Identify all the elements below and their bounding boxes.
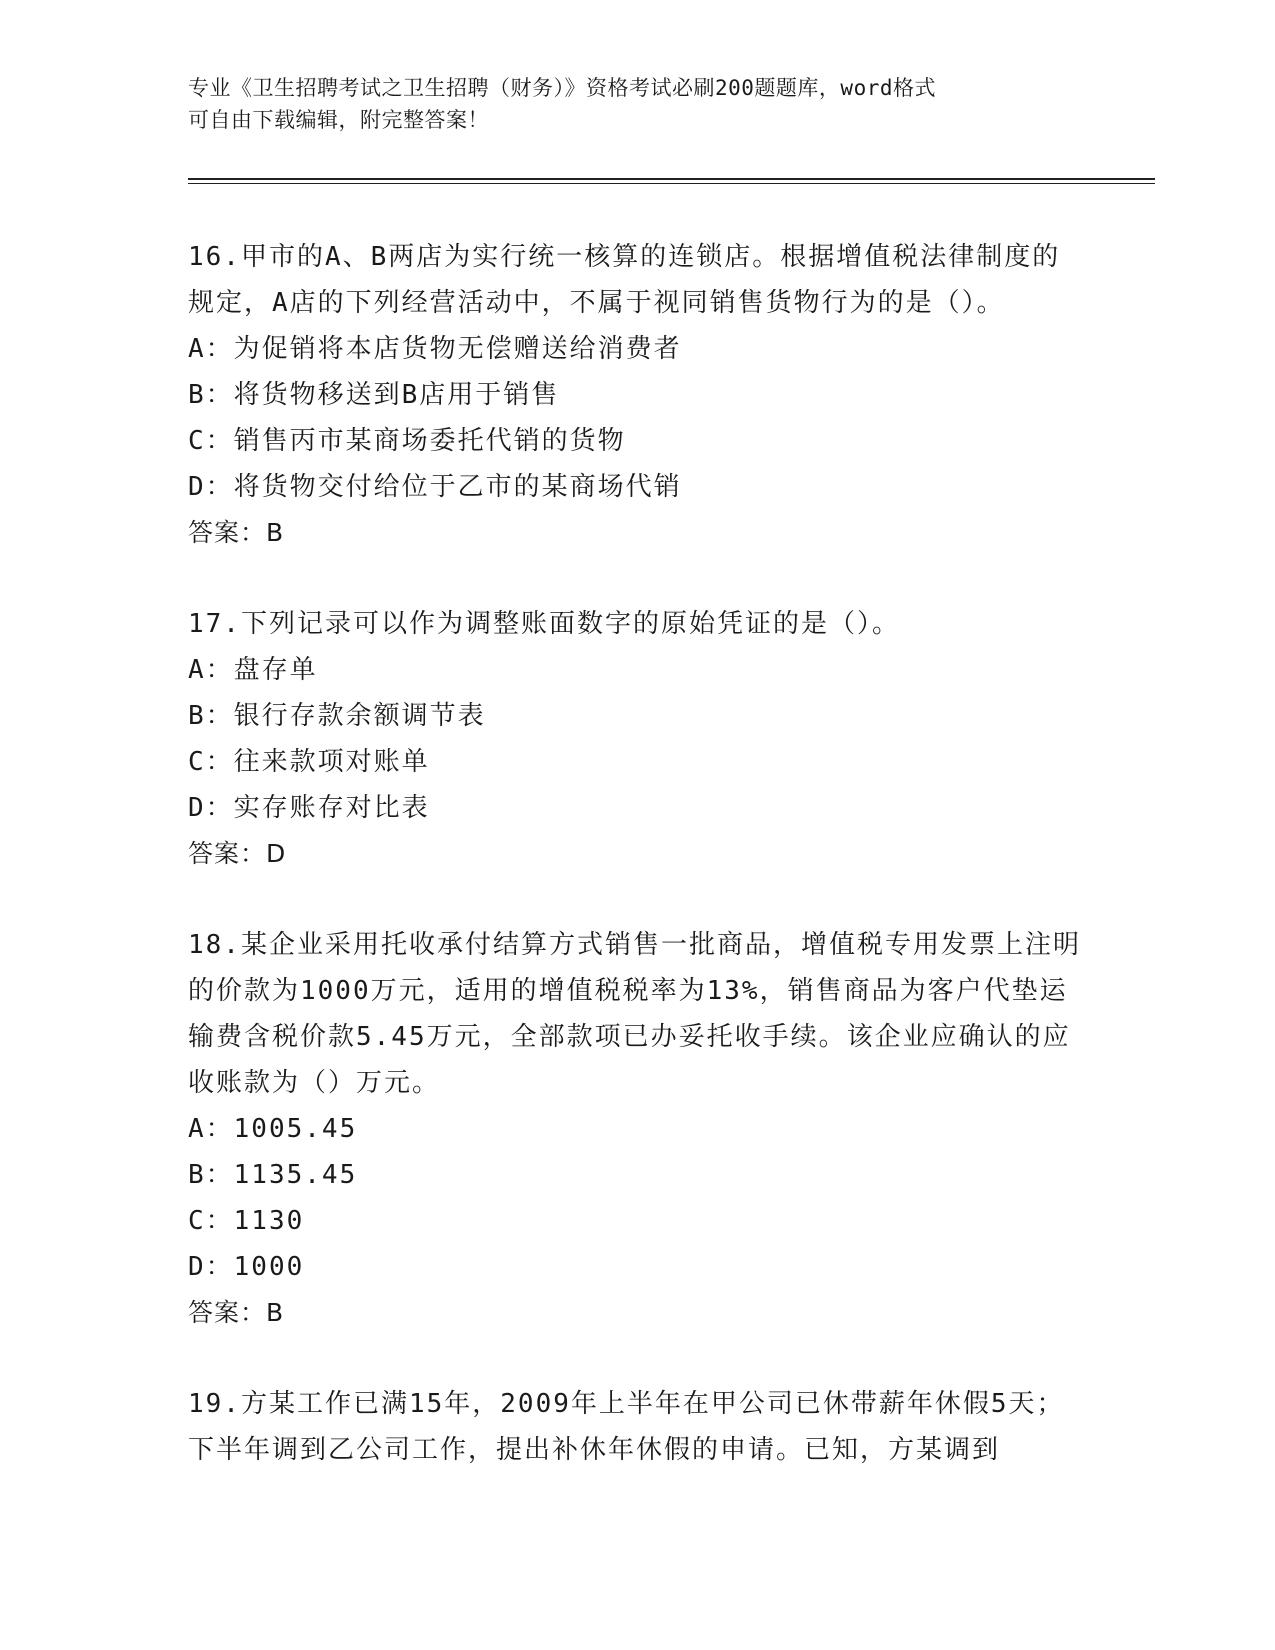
question-stem: 17.下列记录可以作为调整账面数字的原始凭证的是（）。: [188, 609, 900, 639]
question-stem: 19.方某工作已满15年，2009年上半年在甲公司已休带薪年休假5天；下半年调到乙公司工作，提出补休年休假的申请。已知，方某调到: [188, 1389, 1065, 1465]
question-16: [188, 234, 1088, 556]
option-a: A：1005.45: [188, 1114, 358, 1144]
question-19: [188, 1381, 1088, 1473]
option-d: D：实存账存对比表: [188, 793, 430, 823]
question-stem: 18.某企业采用托收承付结算方式销售一批商品，增值税专用发票上注明的价款为1000万元，适用的增值税税率为13%，销售商品为客户代垫运输费含税价款5.45万元，全部款项已办妥托收手续。该企业应确认的应收账款为（）万元。: [188, 930, 1081, 1098]
answer-label: 答案：D: [188, 839, 287, 868]
question-stem: 16.甲市的A、B两店为实行统一核算的连锁店。根据增值税法律制度的规定，A店的下列经营活动中，不属于视同销售货物行为的是（）。: [188, 242, 1061, 318]
answer-label: 答案：B: [188, 518, 285, 547]
question-18: [188, 922, 1088, 1336]
document-header: [188, 72, 1068, 136]
option-c: C：销售丙市某商场委托代销的货物: [188, 426, 626, 456]
question-list: [188, 234, 1088, 1518]
header-divider-thick: [188, 178, 1155, 180]
option-b: B：1135.45: [188, 1160, 358, 1190]
option-a: A：盘存单: [188, 655, 318, 685]
question-17: [188, 601, 1088, 877]
option-d: D：将货物交付给位于乙市的某商场代销: [188, 472, 682, 502]
option-b: B：银行存款余额调节表: [188, 701, 486, 731]
header-divider-thin: [188, 183, 1155, 184]
header-line-2: 可自由下载编辑，附完整答案！: [188, 108, 489, 132]
option-a: A：为促销将本店货物无偿赠送给消费者: [188, 334, 682, 364]
option-c: C：往来款项对账单: [188, 747, 430, 777]
option-d: D：1000: [188, 1252, 305, 1282]
option-b: B：将货物移送到B店用于销售: [188, 380, 560, 410]
header-line-1: 专业《卫生招聘考试之卫生招聘（财务）》资格考试必刷200题题库，word格式: [188, 76, 936, 100]
option-c: C：1130: [188, 1206, 305, 1236]
answer-label: 答案：B: [188, 1298, 285, 1327]
